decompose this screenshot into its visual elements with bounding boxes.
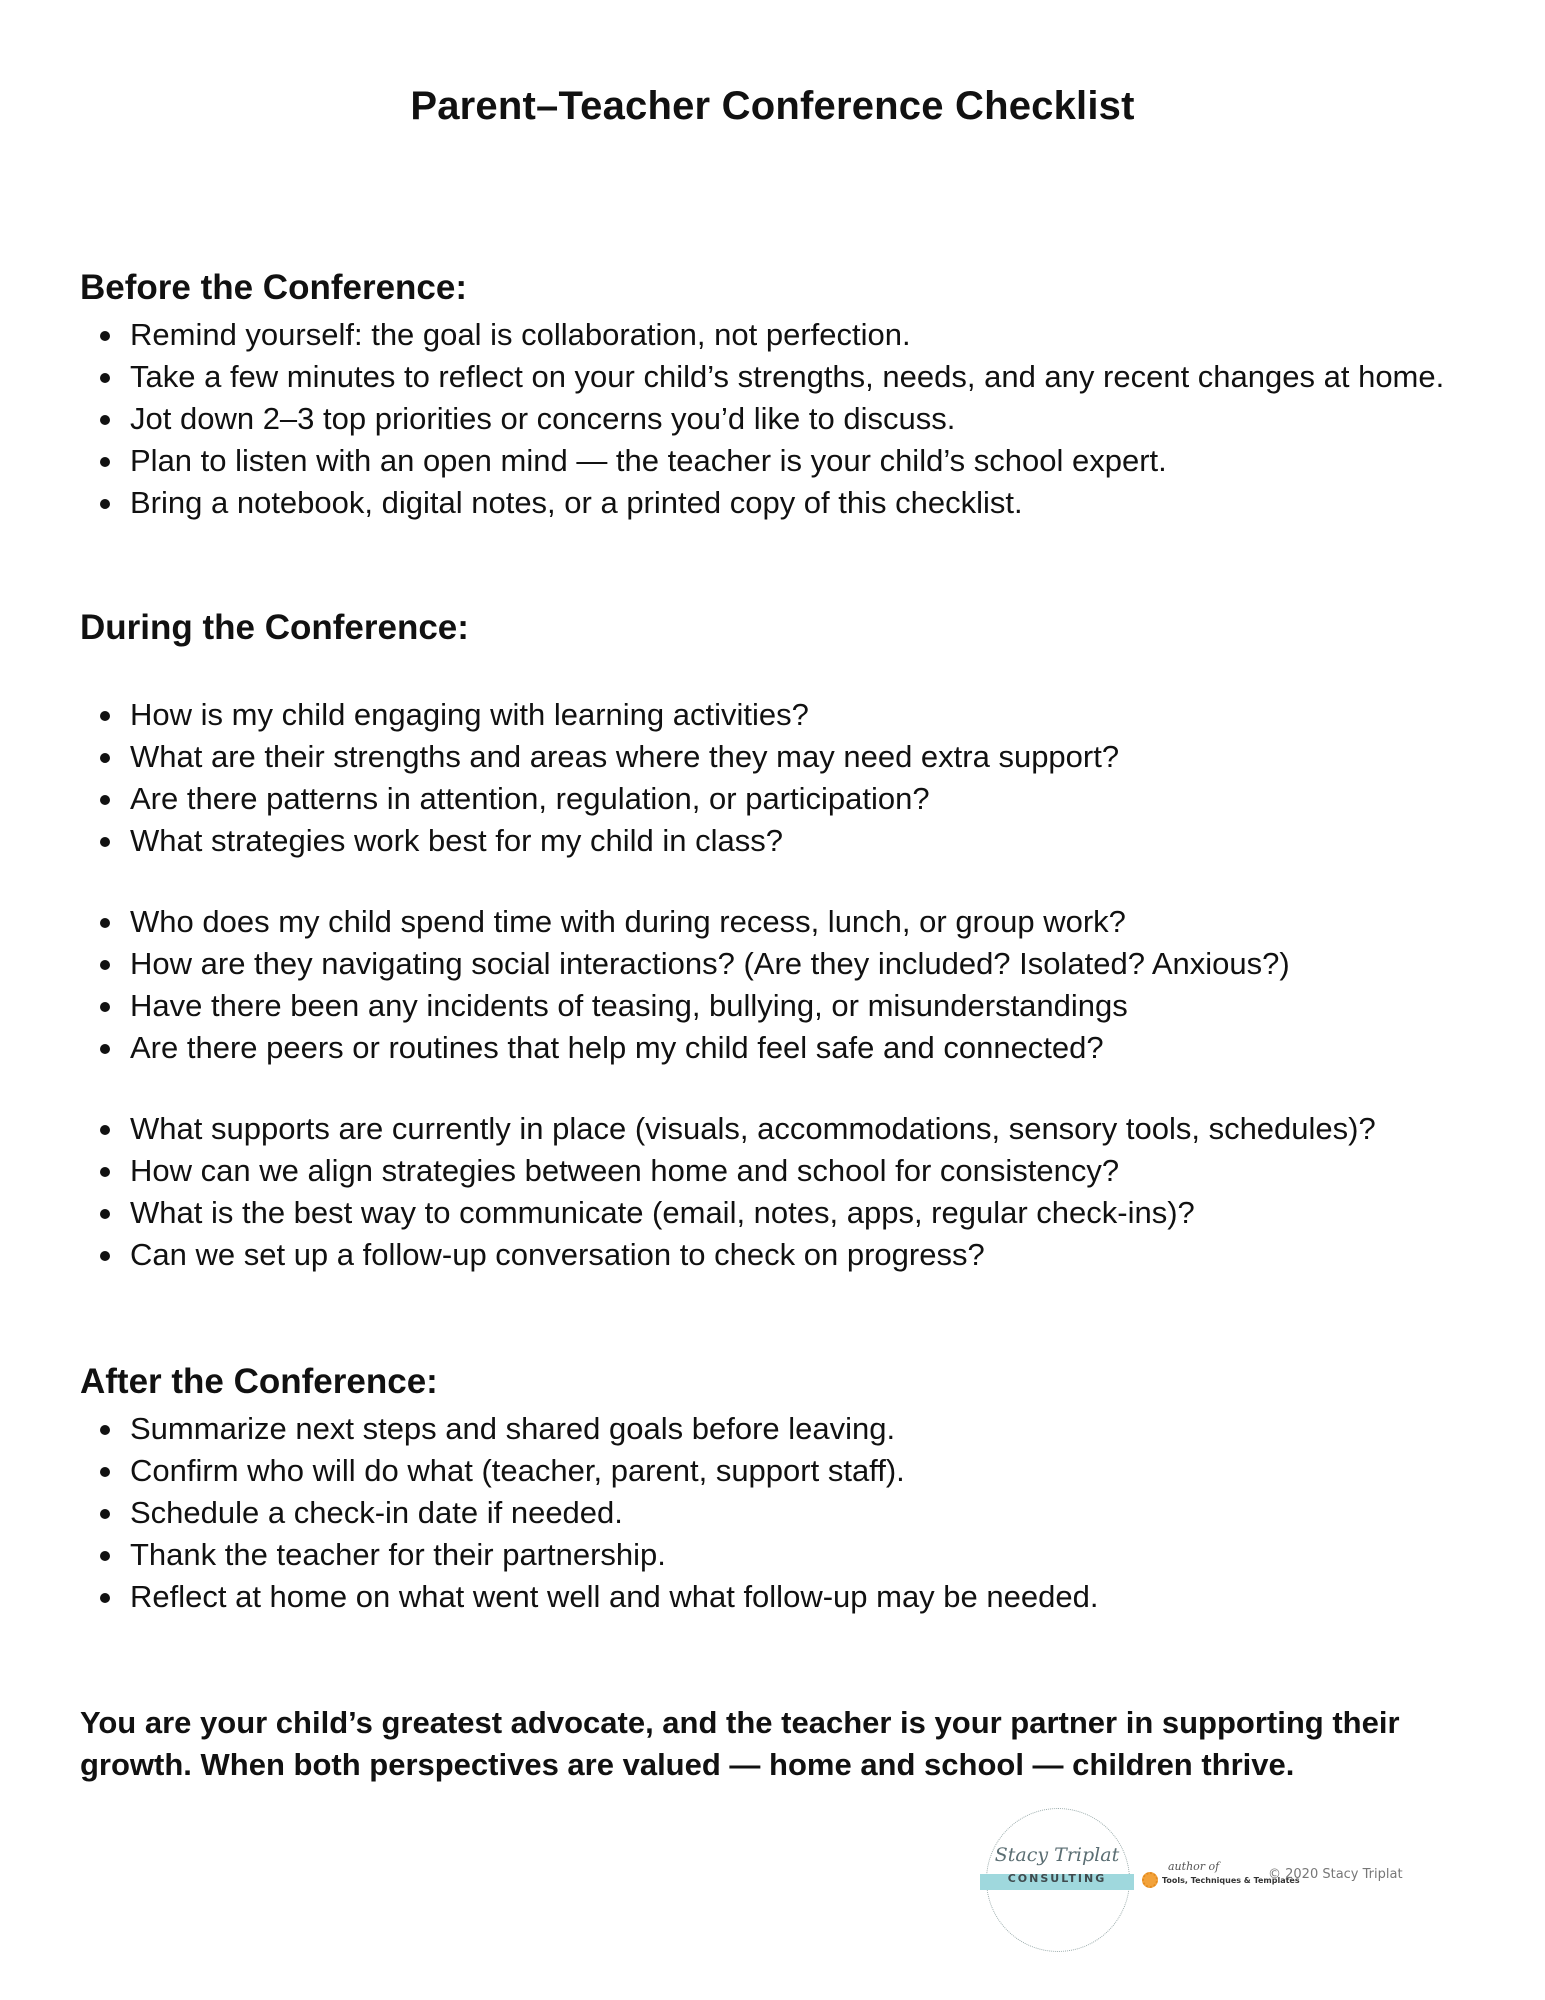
bullet-icon xyxy=(100,331,110,341)
footer xyxy=(980,1808,1500,1958)
list-item: Who does my child spend time with during recess, lunch, or group work? xyxy=(80,901,1480,943)
list-item: Reflect at home on what went well and what follow-up may be needed. xyxy=(80,1576,1480,1618)
author-badge xyxy=(1142,1852,1300,1896)
bullet-icon xyxy=(100,960,110,970)
section-heading-after: After the Conference: xyxy=(80,1362,438,1401)
bullet-icon xyxy=(100,711,110,721)
bullet-icon xyxy=(100,373,110,383)
bullet-icon xyxy=(100,1251,110,1261)
list-item: How can we align strategies between home and school for consistency? xyxy=(80,1150,1480,1192)
bullet-icon xyxy=(100,795,110,805)
bullet-icon xyxy=(100,1509,110,1519)
before-list xyxy=(80,314,1480,524)
bullet-icon xyxy=(100,1044,110,1054)
list-item: Plan to listen with an open mind — the teacher is your child’s school expert. xyxy=(80,440,1480,482)
list-item: How are they navigating social interactions? (Are they included? Isolated? Anxious?) xyxy=(80,943,1480,985)
list-item: Can we set up a follow-up conversation to check on progress? xyxy=(80,1234,1480,1276)
bullet-icon xyxy=(100,1467,110,1477)
list-item: Summarize next steps and shared goals before leaving. xyxy=(80,1408,1480,1450)
list-item: Are there peers or routines that help my child feel safe and connected? xyxy=(80,1027,1480,1069)
list-item: What is the best way to communicate (email, notes, apps, regular check-ins)? xyxy=(80,1192,1480,1234)
bullet-icon xyxy=(100,415,110,425)
list-item: How is my child engaging with learning activities? xyxy=(80,694,1480,736)
list-item: Confirm who will do what (teacher, parent, support staff). xyxy=(80,1450,1480,1492)
author-book-title: Tools, Techniques & Templates xyxy=(1162,1876,1300,1885)
list-item: Jot down 2–3 top priorities or concerns you’d like to discuss. xyxy=(80,398,1480,440)
bullet-icon xyxy=(100,1209,110,1219)
during-list-social xyxy=(80,901,1480,1069)
after-list xyxy=(80,1408,1480,1618)
list-item: Take a few minutes to reflect on your child’s strengths, needs, and any recent changes at home. xyxy=(80,356,1480,398)
list-item: Bring a notebook, digital notes, or a printed copy of this checklist. xyxy=(80,482,1480,524)
list-item: Thank the teacher for their partnership. xyxy=(80,1534,1480,1576)
logo-script: Stacy Triplat xyxy=(994,1844,1120,1866)
bullet-icon xyxy=(100,1125,110,1135)
bullet-icon xyxy=(100,837,110,847)
list-item: Are there patterns in attention, regulation, or participation? xyxy=(80,778,1480,820)
list-item: What are their strengths and areas where they may need extra support? xyxy=(80,736,1480,778)
author-small-text: author of xyxy=(1168,1860,1220,1873)
section-heading-during: During the Conference: xyxy=(80,608,469,647)
during-list-learning xyxy=(80,694,1480,862)
list-item: Have there been any incidents of teasing, bullying, or misunderstandings xyxy=(80,985,1480,1027)
bullet-icon xyxy=(100,1593,110,1603)
bullet-icon xyxy=(100,1425,110,1435)
during-list-supports xyxy=(80,1108,1480,1276)
closing-statement: You are your child’s greatest advocate, and the teacher is your partner in supporting their growth. When both perspectives are valued — home and school — children thrive. xyxy=(80,1705,1400,1782)
bullet-icon xyxy=(100,499,110,509)
list-item: What supports are currently in place (visuals, accommodations, sensory tools, schedules)? xyxy=(80,1108,1480,1150)
bullet-icon xyxy=(100,918,110,928)
bullet-icon xyxy=(100,1551,110,1561)
bullet-icon xyxy=(100,1167,110,1177)
bullet-icon xyxy=(100,457,110,467)
section-heading-before: Before the Conference: xyxy=(80,268,468,307)
bullet-icon xyxy=(100,753,110,763)
bullet-icon xyxy=(100,1002,110,1012)
copyright-text: © 2020 Stacy Triplat xyxy=(1268,1867,1403,1882)
list-item: Schedule a check-in date if needed. xyxy=(80,1492,1480,1534)
list-item: What strategies work best for my child in class? xyxy=(80,820,1480,862)
page-title: Parent–Teacher Conference Checklist xyxy=(410,84,1135,128)
list-item: Remind yourself: the goal is collaboration, not perfection. xyxy=(80,314,1480,356)
sun-icon xyxy=(1142,1872,1158,1888)
logo-band-text: CONSULTING xyxy=(1007,1872,1107,1885)
